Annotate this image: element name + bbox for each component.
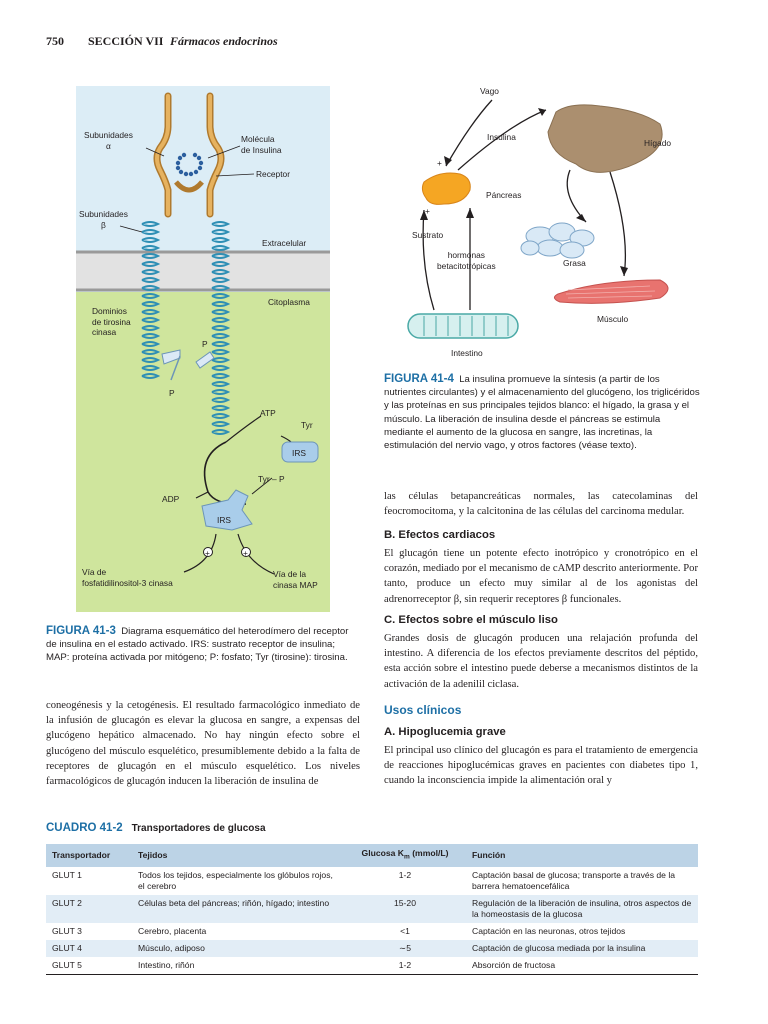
cell-function: Captación en las neuronas, otros tejidos [472,925,626,936]
header-km-sub: m [404,853,410,861]
cell-transporter: GLUT 2 [46,895,132,923]
label-hormones: hormonas betacitotrópicas [437,250,496,271]
cell-tissues: Cerebro, placenta [138,925,207,936]
cell-function: Regulación de la liberación de insulina, otros aspectos de la homeostasis de la glucosa [466,895,698,923]
header-tissues: Tejidos [132,844,344,867]
table-label: CUADRO 41-2 [46,822,123,834]
cell-transporter: GLUT 4 [46,940,132,957]
paragraph-smooth-muscle: Grandes dosis de glucagón producen una relajación profunda del intestino. A diferencia de los efectos previamente descritos del péptido, esta acción sobre el intestino puede deberse a mecanismos distintos de la activación de la adenilil ciclasa. [384,633,698,690]
label-tyr: Tyr [301,420,313,430]
table-title: Transportadores de glucosa [131,823,266,834]
cell-transporter: GLUT 5 [52,959,82,970]
heading-clinical-uses: Usos clínicos [384,703,462,717]
figure-41-4-caption-text: La insulina promueve la síntesis (a partir de los nutrientes circulantes) y el almacenamiento del glucógeno, los triglicéridos y las proteínas en sus principales tejidos blanco: el hígado, la grasa y el músculo. La liberación de insulina desde el páncreas se estimula mediante el aumento de la glucosa en sangre, las incretinas, la estimulación del nervio vago, y otros factores (véase texto). [384,374,700,452]
cell-transporter: GLUT 1 [52,869,82,880]
left-body-paragraph: coneogénesis y la cetogénesis. El resultado farmacológico inmediato de la infusión de glucagón es elevar la glucosa en sangre, a expensas del glucógeno hepático almacenado. No hay ningún efecto sobre el glucógeno del músculo esquelético, presumiblemente debido a la falta de receptores de glucagón en el músculo esquelético. Los niveles farmacológicos de glucagón inducen la liberación de insulina de [46,700,360,788]
label-insulin-molecule: Molécula de Insulina [241,134,282,155]
header-transporter: Transportador [46,844,132,867]
label-insulin: Insulina [487,132,516,142]
paragraph-hypoglycemia: El principal uso clínico del glucagón es para el tratamiento de emergencia de reacciones hipoglucémicas graves en pacientes con diabetes tipo 1, cuando la inconsciencia impide la alimentación oral y [384,745,698,787]
cell-tissues: Intestino, riñón [138,959,195,970]
cell-function: Captación de glucosa mediada por la insulina [466,940,698,957]
label-pancreas: Páncreas [486,190,522,200]
cell-tissues: Todos los tejidos, especialmente los glóbulos rojos, el cerebro [138,869,333,891]
label-plus-left: + [205,548,210,558]
label-mapk-pathway: Vía de la cinasa MAP [273,569,318,590]
label-pi3k-pathway: Vía de fosfatidilinositol-3 cinasa [82,567,173,588]
table-row [46,940,698,957]
table-caption [46,818,266,836]
header-km-label: Glucosa K [361,848,405,858]
label-irs-bottom: IRS [217,515,231,525]
cell-tissues: Células beta del páncreas; riñón, hígado; intestino [132,895,344,923]
label-tyrosine-kinase: Dominios de tirosina cinasa [92,306,131,337]
membrane-band [76,251,330,291]
header-km [344,844,466,867]
muscle-shape [554,280,668,303]
glucose-transporters-table [46,844,698,975]
label-tyr-p: Tyr – P [258,474,285,484]
cell-km: <1 [400,925,410,936]
figure-41-3-label: FIGURA 41-3 [46,625,116,637]
label-intestine: Intestino [451,348,483,358]
cell-tissues: Músculo, adiposo [132,940,344,957]
label-substrate: Sustrato [412,230,444,240]
header-function: Función [466,844,698,867]
cell-function: Absorción de fructosa [472,959,556,970]
label-adp: ADP [162,494,180,504]
right-body-top: las células betapancreáticas normales, las catecolaminas del feocromocitoma, y la calcitonina de las células del carcinoma medular. [384,491,698,518]
label-plus-right: + [243,548,248,558]
section-title: Fármacos endocrinos [170,34,278,48]
section-number: SECCIÓN VII [88,34,164,48]
paragraph-cardiac-effects: El glucagón tiene un potente efecto inotrópico y cronotrópico en el corazón, mediado por el mecanismo de cAMP descrito anteriormente. Por tanto, produce un efecto muy similar al de los agonistas del adrenorreceptor β, sin requerir receptores β funcionales. [384,548,698,605]
table-row [46,923,698,940]
label-extracellular: Extracelular [262,238,307,248]
label-p-top: P [202,339,208,349]
figure-41-4-label: FIGURA 41-4 [384,373,454,385]
table-row [46,957,698,975]
cell-km: 1-2 [398,959,412,970]
page-number: 750 [46,34,64,48]
label-beta-subunits: Subunidades β [79,209,128,230]
header-km-unit: (mmol/L) [409,848,449,858]
table-row [46,867,698,895]
label-irs-top: IRS [292,448,306,458]
label-atp: ATP [260,408,276,418]
label-vagus: Vago [480,86,499,96]
label-muscle: Músculo [597,314,629,324]
label-receptor: Receptor [256,169,290,179]
heading-smooth-muscle: C. Efectos sobre el músculo liso [384,614,558,626]
label-alpha-subunits: Subunidades α [84,130,133,151]
label-fat: Grasa [563,258,586,268]
fat-shape [521,223,594,258]
figure-41-4-diagram [400,84,700,360]
cell-transporter: GLUT 3 [52,925,82,936]
table-row [46,895,698,923]
pancreas-shape [422,173,470,204]
label-liver: Hígado [644,138,672,148]
cell-km: 15-20 [344,895,466,923]
figure-41-3-caption-text: Diagrama esquemático del heterodímero del receptor de insulina en el estado activado. IRS: sustrato receptor de insulina; MAP: proteína activada por mitógeno; P: fosfato; Tyr (tirosine): tirosina. [46,626,349,664]
label-cytoplasm: Citoplasma [268,297,310,307]
heading-hypoglycemia: A. Hipoglucemia grave [384,726,506,738]
cell-km: ∼5 [344,940,466,957]
figure-41-4-caption [384,373,700,452]
label-p-bottom: P [169,388,175,398]
cell-function: Captación basal de glucosa; transporte a través de la barrera hematoencefálica [472,869,676,891]
heading-cardiac-effects: B. Efectos cardiacos [384,529,496,541]
label-plus-2: + [425,206,430,216]
table-header-row [46,844,698,867]
figure-41-3-caption [46,625,356,665]
label-plus-1: + [437,158,442,168]
cell-km: 1-2 [398,869,412,880]
